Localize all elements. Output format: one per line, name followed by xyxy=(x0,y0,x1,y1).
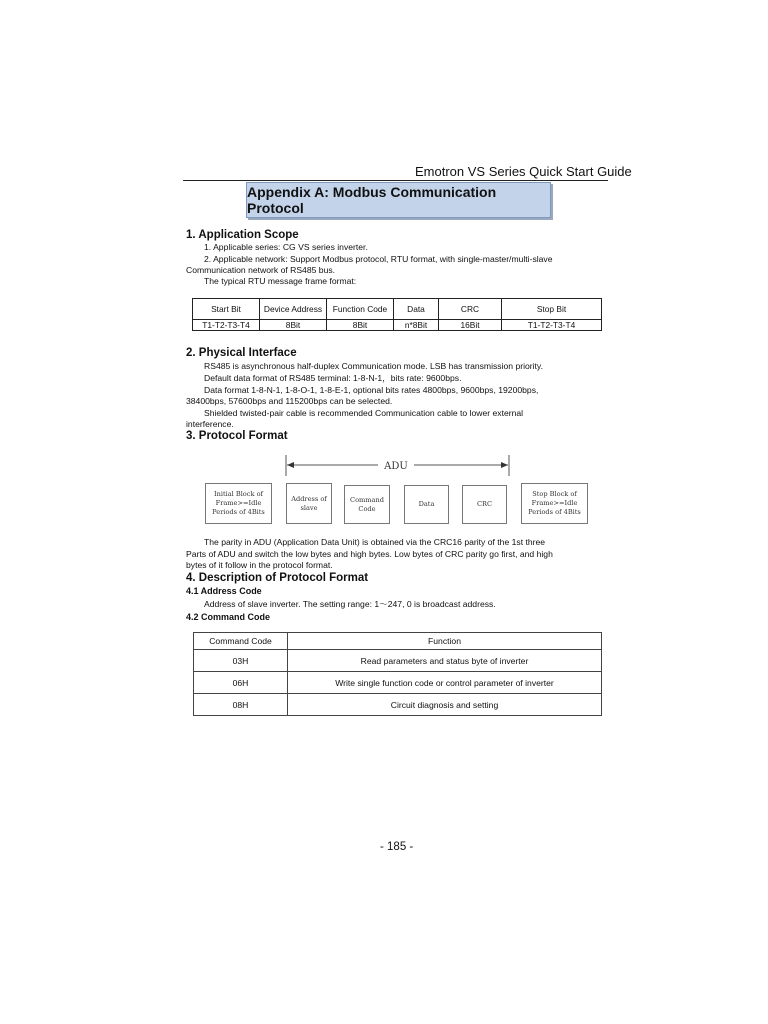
cmd-header-function: Function xyxy=(288,633,602,650)
frame-header-device-address: Device Address xyxy=(260,299,327,320)
frame-header-stop-bit: Stop Bit xyxy=(502,299,602,320)
section-3-line-1: The parity in ADU (Application Data Unit) is obtained via the CRC16 parity of the 1st three xyxy=(204,537,546,547)
section-3-line-3: bytes of it follow in the protocol format. xyxy=(186,560,333,570)
cmd-function-cell: Write single function code or control parameter of inverter xyxy=(288,672,602,694)
section-2-line-3: Data format 1-8-N-1, 1-8-O-1, 1-8-E-1, optional bits rates 4800bps, 9600bps, 19200bps, xyxy=(204,385,539,395)
frame-block-initial: Initial Block of Frame>=Idle Periods of 4Bits xyxy=(205,483,272,524)
frame-header-crc: CRC xyxy=(439,299,502,320)
adu-span-arrow xyxy=(280,454,516,478)
adu-arrowhead-right xyxy=(501,462,508,468)
frame-cell-stop-bit: T1-T2-T3-T4 xyxy=(502,320,602,331)
frame-header-data: Data xyxy=(394,299,439,320)
cmd-function-cell: Circuit diagnosis and setting xyxy=(288,694,602,716)
table-row xyxy=(194,694,602,716)
section-1-line-2: 2. Applicable network: Support Modbus protocol, RTU format, with single-master/multi-slave xyxy=(204,254,553,264)
frame-header-function-code: Function Code xyxy=(327,299,394,320)
address-code-text: Address of slave inverter. The setting range: 1～247, 0 is broadcast address. xyxy=(204,599,496,609)
section-2-line-6: interference. xyxy=(186,419,234,429)
appendix-title-banner: Appendix A: Modbus Communication Protocol xyxy=(246,182,551,218)
section-2-heading: 2. Physical Interface xyxy=(186,347,297,359)
section-2-line-4: 38400bps, 57600bps and 115200bps can be selected. xyxy=(186,396,393,406)
section-4-heading: 4. Description of Protocol Format xyxy=(186,572,369,584)
frame-block-crc: CRC xyxy=(462,485,507,524)
section-3-heading: 3. Protocol Format xyxy=(186,430,288,442)
frame-block-address: Address of slave xyxy=(286,483,332,524)
frame-block-data: Data xyxy=(404,485,449,524)
frame-cell-crc: 16Bit xyxy=(439,320,502,331)
frame-cell-data: n*8Bit xyxy=(394,320,439,331)
section-1-line-4: The typical RTU message frame format: xyxy=(204,276,357,286)
cmd-code-cell: 03H xyxy=(194,650,288,672)
section-2-line-1: RS485 is asynchronous half-duplex Communication mode. LSB has transmission priority. xyxy=(204,361,543,371)
header-divider xyxy=(183,180,608,181)
document-header-title: Emotron VS Series Quick Start Guide xyxy=(415,164,632,179)
cmd-code-cell: 08H xyxy=(194,694,288,716)
section-1-line-1: 1. Applicable series: CG VS series inverter. xyxy=(204,242,368,252)
command-code-heading: 4.2 Command Code xyxy=(186,612,271,622)
section-2-line-5: Shielded twisted-pair cable is recommended Communication cable to lower external xyxy=(204,408,524,418)
frame-cell-start-bit: T1-T2-T3-T4 xyxy=(193,320,260,331)
cmd-header-code: Command Code xyxy=(194,633,288,650)
section-3-line-2: Parts of ADU and switch the low bytes and high bytes. Low bytes of CRC parity go first, and high xyxy=(186,549,553,559)
cmd-function-cell: Read parameters and status byte of inverter xyxy=(288,650,602,672)
section-1-heading: 1. Application Scope xyxy=(186,229,299,241)
command-code-table xyxy=(193,632,602,716)
frame-block-command: Command Code xyxy=(344,485,390,524)
frame-cell-function-code: 8Bit xyxy=(327,320,394,331)
frame-cell-device-address: 8Bit xyxy=(260,320,327,331)
frame-header-start-bit: Start Bit xyxy=(193,299,260,320)
address-code-heading: 4.1 Address Code xyxy=(186,586,262,596)
table-row xyxy=(194,650,602,672)
section-1-line-3: Communication network of RS485 bus. xyxy=(186,265,336,275)
section-2-line-2: Default data format of RS485 terminal: 1-8-N-1，bits rate: 9600bps. xyxy=(204,373,462,383)
cmd-code-cell: 06H xyxy=(194,672,288,694)
page-number: - 185 - xyxy=(380,841,414,853)
adu-label: ADU xyxy=(384,461,408,472)
adu-arrowhead-left xyxy=(287,462,294,468)
table-row xyxy=(194,672,602,694)
frame-block-stop: Stop Block of Frame>=Idle Periods of 4Bits xyxy=(521,483,588,524)
rtu-frame-table xyxy=(192,298,602,331)
